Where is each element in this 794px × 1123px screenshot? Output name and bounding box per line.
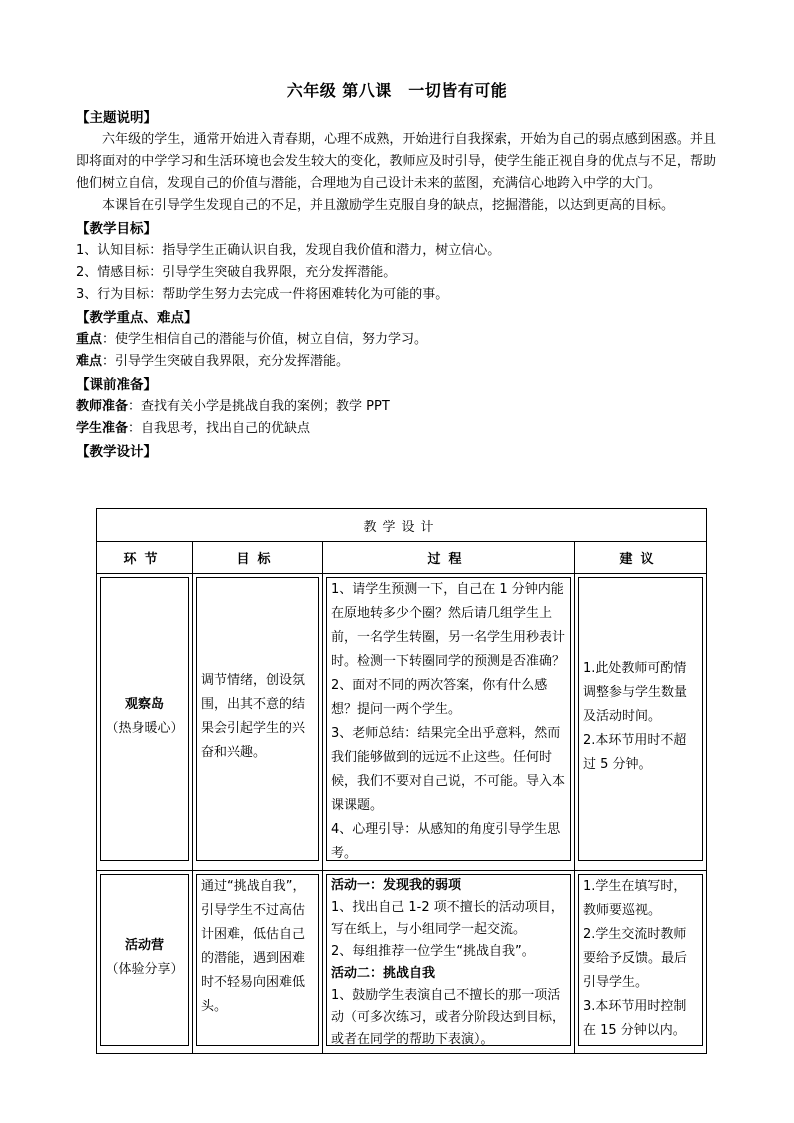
advice-item: 2.学生交流时教师要给予反馈。最后引导学生。 [583, 927, 688, 990]
advice-cell [575, 871, 707, 1054]
difficulty-label: 难点 [76, 354, 103, 369]
activity-title: 活动二：挑战自我 [331, 966, 436, 981]
process-step: 4、心理引导：从感知的角度引导学生思考。 [331, 822, 561, 861]
advice-item: 3.本环节用时控制在 15 分钟以内。 [583, 999, 687, 1038]
difficulty-point [76, 351, 716, 373]
teacher-prep [76, 396, 716, 418]
header-stage: 环节 [97, 542, 193, 574]
key-point [76, 329, 716, 351]
process-step: 3、老师总结：结果完全出乎意料，然而我们能够做到的远远不止这些。任何时候，我们不要对自己说，不可能。导入本课课题。 [331, 726, 566, 813]
teacher-prep-label: 教师准备 [76, 399, 129, 414]
header-advice: 建议 [575, 542, 707, 574]
goal-item: 1、认知目标：指导学生正确认识自我，发现自我价值和潜力，树立信心。 [76, 243, 501, 258]
activity-step: 1、鼓励学生表演自己不擅长的那一项活动（可多次练习，或者分阶段达到目标，或者在同学的帮助下表演）。 [331, 988, 566, 1047]
table-row [97, 871, 707, 1054]
theme-paragraph-2: 本课旨在引导学生发现自己的不足，并且激励学生克服自身的缺点，挖掘潜能，以达到更高的目标。 [102, 198, 675, 213]
difficulty-text: ：引导学生突破自我界限，充分发挥潜能。 [102, 354, 350, 369]
activity-step: 2、每组推荐一位学生“挑战自我”。 [331, 944, 535, 959]
header-target: 目标 [193, 542, 323, 574]
target-cell [193, 574, 323, 871]
goals-heading: 【教学目标】 [76, 221, 157, 237]
stage-subtitle: （体验分享） [105, 962, 184, 977]
student-prep [76, 418, 716, 440]
goal-item: 2、情感目标：引导学生突破自我界限，充分发挥潜能。 [76, 265, 397, 280]
table-caption: 教学设计 [97, 509, 707, 542]
target-cell [193, 871, 323, 1054]
key-point-text: ：使学生相信自己的潜能与价值，树立自信，努力学习。 [102, 332, 428, 347]
target-text: 调节情绪，创设氛围，出其不意的结果会引起学生的兴奋和兴趣。 [201, 673, 306, 760]
teacher-prep-text: ：查找有关小学是挑战自我的案例；教学 PPT [128, 399, 390, 414]
activity-step: 1、找出自己 1-2 项不擅长的活动项目，写在纸上，与小组同学一起交流。 [331, 900, 564, 937]
header-process: 过程 [323, 542, 575, 574]
theme-heading: 【主题说明】 [76, 110, 157, 126]
process-step: 1、请学生预测一下，自己在 1 分钟内能在原地转多少个圈？然后请几组学生上前，一名学生转圈，另一名学生用秒表计时。检测一下转圈同学的预测是否准确？ [331, 582, 566, 669]
activity-title: 活动一：发现我的弱项 [331, 878, 462, 893]
prep-heading: 【课前准备】 [76, 377, 157, 393]
process-cell [323, 871, 575, 1054]
target-text: 通过“挑战自我”，引导学生不过高估计困难，低估自己的潜能，遇到困难时不轻易向困难低头。 [201, 879, 306, 1014]
student-prep-label: 学生准备 [76, 421, 129, 436]
stage-name: 观察岛 [124, 697, 164, 712]
advice-item: 2.本环节用时不超过 5 分钟。 [583, 733, 687, 772]
focus-heading: 【教学重点、难点】 [76, 310, 198, 326]
lesson-title: 六年级 第八课 一切皆有可能 [286, 81, 508, 100]
goal-item: 3、行为目标：帮助学生努力去完成一件将困难转化为可能的事。 [76, 287, 449, 302]
process-step: 2、面对不同的两次答案，你有什么感想？提问一两个学生。 [331, 678, 548, 717]
stage-subtitle: （热身暖心） [105, 721, 184, 736]
teaching-design-table [96, 508, 707, 1054]
stage-name: 活动营 [124, 938, 164, 953]
stage-cell [97, 871, 193, 1054]
lesson-content [76, 106, 716, 463]
stage-cell [97, 574, 193, 871]
advice-cell [575, 574, 707, 871]
process-cell [323, 574, 575, 871]
theme-paragraph-1: 六年级的学生，通常开始进入青春期，心理不成熟，开始进行自我探索，开始为自己的弱点感到困惑。并且即将面对的中学学习和生活环境也会发生较大的变化，教师应及时引导，使学生能正视自身的优点与不足，帮助他们树立自信，发现自己的价值与潜能，合理地为自己设计未来的蓝图，充满信心地跨入中学的大门。 [76, 132, 716, 191]
design-heading: 【教学设计】 [76, 444, 157, 460]
student-prep-text: ：自我思考，找出自己的优缺点 [128, 421, 311, 436]
key-point-label: 重点 [76, 332, 103, 347]
table-row [97, 574, 707, 871]
advice-item: 1.学生在填写时，教师要巡视。 [583, 879, 687, 918]
advice-item: 1.此处教师可酌情调整参与学生数量及活动时间。 [583, 661, 688, 724]
